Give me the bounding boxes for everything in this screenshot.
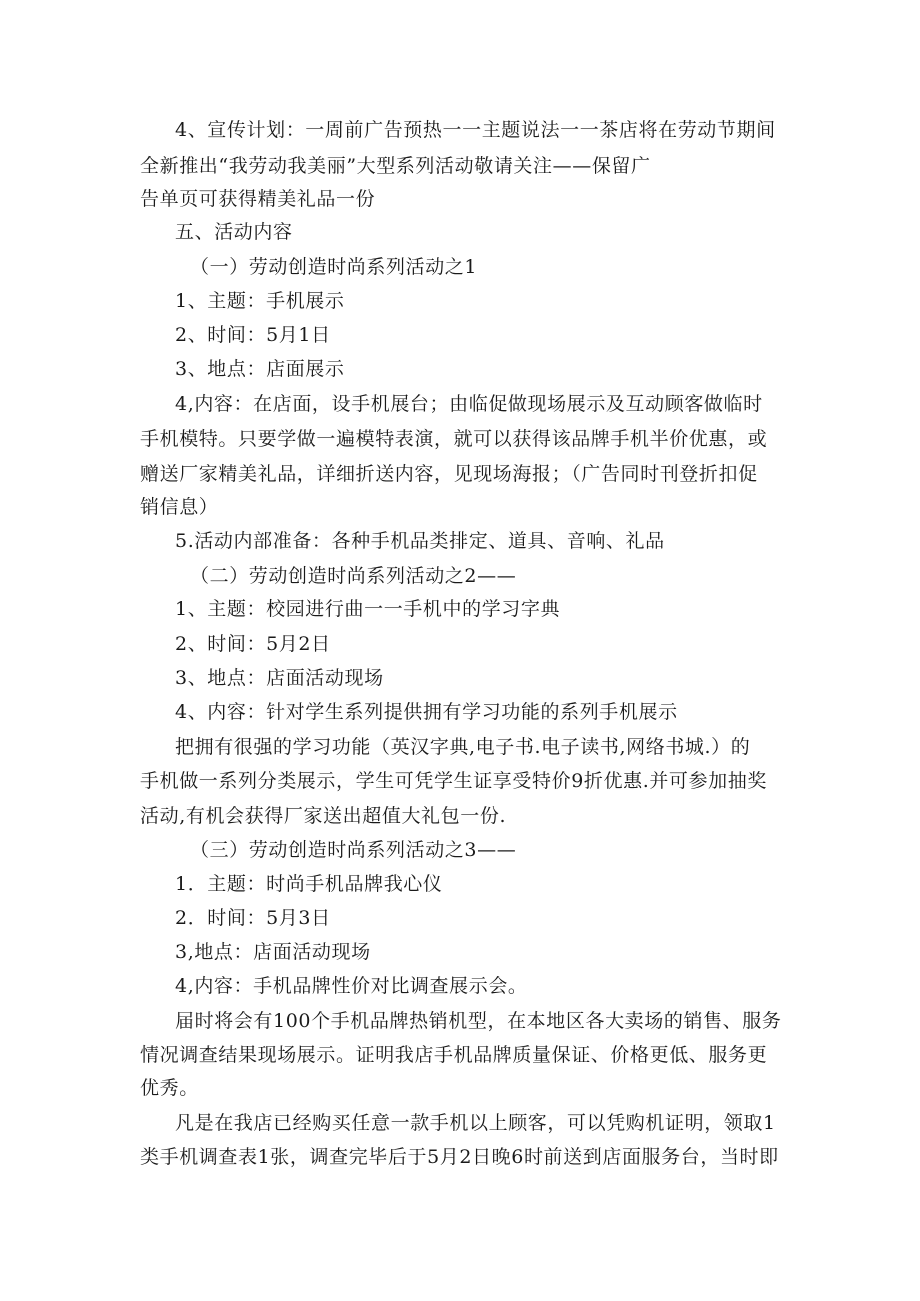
activity-3-detail-line-3: 优秀。 [140,1077,199,1099]
activity-1-content-line-1: 4,内容：在店面，设手机展台；由临促做现场展示及互动顾客做临时 [175,393,763,415]
plan-item-4-line-3: 告单页可获得精美礼品一份 [140,188,376,210]
activity-3-place: 3,地点：店面活动现场 [175,941,371,963]
activity-3-content: 4,内容：手机品牌性价对比调查展示会。 [175,975,528,997]
activity-1-theme: 1、主题：手机展示 [175,290,345,312]
activity-1-content-line-2: 手机模特。只要学做一遍模特表演，就可以获得该品牌手机半价优惠，或 [140,428,768,450]
activity-2-heading: （二）劳动创造时尚系列活动之2—— [190,565,517,587]
activity-2-content: 4、内容：针对学生系列提供拥有学习功能的系列手机展示 [175,701,678,723]
activity-2-place: 3、地点：店面活动现场 [175,667,384,689]
activity-2-detail-line-2: 手机做一系列分类展示，学生可凭学生证享受特价9折优惠.并可参加抽奖 [140,770,767,792]
activity-3-detail-line-2: 情况调查结果现场展示。证明我店手机品牌质量保证、价格更低、服务更 [140,1044,768,1066]
activity-1-place: 3、地点：店面展示 [175,358,345,380]
activity-3-theme: 1．主题：时尚手机品牌我心仪 [175,873,443,895]
activity-1-content-line-4: 销信息） [140,496,219,518]
activity-2-time: 2、时间：5月2日 [175,633,331,655]
activity-3-time: 2．时间：5月3日 [175,907,331,929]
plan-item-4-line-2: 全新推出“我劳动我美丽”大型系列活动敬请关注——保留广 [140,155,651,177]
activity-1-time: 2、时间：5月1日 [175,324,331,346]
purchase-detail-line-2: 类手机调查表1张，调查完毕后于5月2日晚6时前送到店面服务台，当时即 [140,1146,779,1168]
activity-2-theme: 1、主题：校园进行曲一一手机中的学习字典 [175,598,561,620]
activity-3-detail-line-1: 届时将会有100个手机品牌热销机型，在本地区各大卖场的销售、服务 [175,1010,782,1032]
activity-3-heading: （三）劳动创造时尚系列活动之3—— [190,839,517,861]
plan-item-4-line-1: 4、宣传计划：一周前广告预热一一主题说法一一茶店将在劳动节期间 [175,119,776,141]
activity-1-heading: （一）劳动创造时尚系列活动之1 [190,256,478,278]
purchase-detail-line-1: 凡是在我店已经购买任意一款手机以上顾客，可以凭购机证明，领取1 [175,1112,776,1134]
activity-1-content-line-3: 赠送厂家精美礼品，详细折送内容，见现场海报；（广告同时刊登折扣促 [140,463,758,485]
activity-2-detail-line-1: 把拥有很强的学习功能（英汉字典,电子书.电子读书,网络书城.）的 [175,736,751,758]
activity-1-preparation: 5.活动内部准备：各种手机品类排定、道具、音响、礼品 [175,530,665,552]
section-heading-activity-content: 五、活动内容 [175,221,293,243]
activity-2-detail-line-3: 活动,有机会获得厂家送出超值大礼包一份. [140,805,507,827]
